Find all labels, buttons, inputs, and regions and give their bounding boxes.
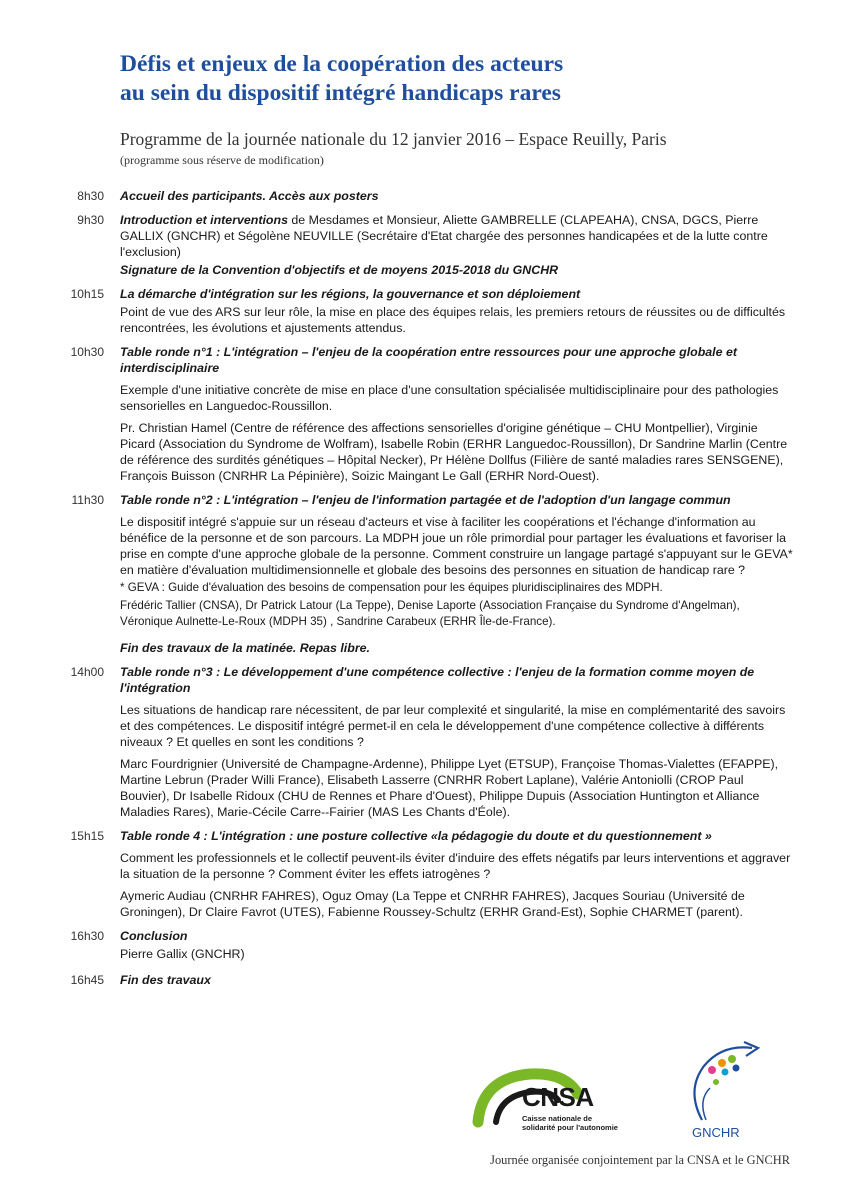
session-heading: Introduction et interventions — [120, 213, 288, 227]
program-item-1130 — [0, 492, 793, 656]
session-subheading: Signature de la Convention d'objectifs et de moyens 2015-2018 du GNCHR — [120, 263, 559, 277]
session-description: Comment les professionnels et le collectif peuvent-ils éviter d'induire des effets négatifs par leurs interventions et aggraver la situation de la personne ? Comment éviter les effets iatrogènes ? — [120, 851, 791, 881]
program-item-1515 — [0, 828, 793, 920]
cnsa-tagline — [522, 1114, 618, 1132]
time-label: 15h15 — [70, 829, 104, 843]
session-speakers: Marc Fourdrignier (Université de Champagne-Ardenne), Philippe Lyet (ETSUP), Françoise Thomas-Vialettes (EFAPPE), Martine Lebrun (Prader Willi France), Elisabeth Lasserre (CNRHR Robert Laplane), Valérie Antoniolli (CROP Paul Bouvier), Dr Isabelle Ridoux (CHU de Rennes et Phare d'Ouest), Philippe Dupuis (Association Huntington et Alliance Maladies Rares), Marie-Cécile Carre--Fairier (MAS Les Chants d'Éole). — [120, 757, 779, 819]
session-speakers: Pr. Christian Hamel (Centre de référence des affections sensorielles d'origine génétique – CHU Montpellier), Virginie Picard (Association du Syndrome de Wolfram), Isabelle Robin (ERHR Languedoc-Roussillon), Dr Sandrine Marlin (Centre de référence des surdités génétiques – Hôpital Necker), Pr Hélène Dollfus (Filière de santé maladies rares SENSGENE), François Buisson (CNRHR La Pépinière), Soizic Maingant Le Gall (ERHR Nord-Ouest). — [120, 421, 788, 483]
session-speakers: Aymeric Audiau (CNRHR FAHRES), Oguz Omay (La Teppe et CNRHR FAHRES), Jacques Souriau (Université de Groningen), Dr Claire Favrot (UTES), Fabienne Roussey-Schultz (ERHR Grand-Est), Sophie CHARMET (parent). — [120, 889, 745, 919]
session-heading: La démarche d'intégration sur les régions, la gouvernance et son déploiement — [120, 287, 581, 301]
session-description: Le dispositif intégré s'appuie sur un réseau d'acteurs et vise à faciliter les coopérations et l'échange d'information au bénéfice de la personne et de son parcours. La MDPH joue un rôle primordial pour partager les évaluations et favoriser la prise en compte d'une approche globale de la personne. Comment construire un langage partagé s'appuyant sur le GEVA* en matière d'évaluation multidimensionnelle et globale des besoins des personnes en situation de handicap rare ? — [120, 515, 793, 577]
cnsa-name: CNSA — [522, 1082, 594, 1112]
session-description: Point de vue des ARS sur leur rôle, la mise en place des équipes relais, les premiers retours de réussites ou de difficultés rencontrées, les évolutions et ajustements attendus. — [120, 305, 786, 335]
cnsa-logo — [470, 1060, 630, 1140]
session-intro — [120, 212, 793, 260]
gnchr-emblem-icon — [682, 1030, 772, 1130]
time-label: 8h30 — [77, 189, 104, 203]
session-heading: Conclusion — [120, 929, 188, 943]
time-label: 10h30 — [70, 345, 104, 359]
session-heading: Accueil des participants. Accès aux posters — [120, 189, 379, 203]
page-subtitle: Programme de la journée nationale du 12 janvier 2016 – Espace Reuilly, Paris — [120, 129, 667, 149]
page-title — [120, 50, 820, 108]
session-description: Exemple d'une initiative concrète de mise en place d'une consultation spécialisée multidisciplinaire pour des pathologies sensorielles en Languedoc-Roussillon. — [120, 383, 779, 413]
title-line-1: Défis et enjeux de la coopération des acteurs — [120, 51, 564, 77]
session-heading: Table ronde n°2 : L'intégration – l'enjeu de l'information partagée et de l'adoption d'un langage commun — [120, 493, 731, 507]
time-label: 14h00 — [70, 665, 104, 679]
cnsa-tagline-line-2: solidarité pour l'autonomie — [522, 1123, 618, 1132]
session-heading: Table ronde n°1 : L'intégration – l'enjeu de la coopération entre ressources pour une approche globale et interdisciplinaire — [120, 345, 737, 375]
title-line-2: au sein du dispositif intégré handicaps rares — [120, 80, 561, 106]
program-list — [0, 188, 849, 996]
page-note: (programme sous réserve de modification) — [120, 153, 324, 167]
session-speakers: Frédéric Tallier (CNSA), Dr Patrick Latour (La Teppe), Denise Laporte (Association Française du Syndrome d'Angelman), Véronique Aulnette-Le-Roux (MDPH 35) , Sandrine Carabeux (ERHR Île-de-France). — [120, 599, 740, 628]
gnchr-logo — [682, 1030, 772, 1140]
program-item-1630 — [0, 928, 793, 962]
program-item-1400 — [0, 664, 793, 820]
session-footnote: * GEVA : Guide d'évaluation des besoins de compensation pour les équipes pluridisciplinaires des MDPH. — [120, 581, 663, 594]
time-label: 16h45 — [70, 973, 104, 987]
time-label: 11h30 — [71, 493, 104, 507]
gnchr-name: GNCHR — [692, 1125, 740, 1140]
session-heading: Table ronde n°3 : Le développement d'une compétence collective : l'enjeu de la formation comme moyen de l'intégration — [120, 665, 755, 695]
program-item-1015 — [0, 286, 793, 336]
time-label: 9h30 — [77, 213, 104, 227]
footer-note: Journée organisée conjointement par la CNSA et le GNCHR — [490, 1153, 790, 1167]
session-speakers: Pierre Gallix (GNCHR) — [120, 947, 245, 961]
session-description: Les situations de handicap rare nécessitent, de par leur complexité et singularité, la mise en complémentarité des savoirs et des compétences. Le dispositif intégré permet-il en cela le développement d'une compétence collective à différents niveaux ? Et quelles en sont les conditions ? — [120, 703, 786, 749]
session-heading-continuation: de Mesdames et Monsieur, Aliette GAMBRELLE (CLAPEAHA), CNSA, DGCS, Pierre GALLIX (GNCHR) et Ségolène NEUVILLE (Secrétaire d'Etat chargée des personnes handicapées et de la lutte contre l'exclusion) — [120, 213, 768, 259]
cnsa-tagline-line-1: Caisse nationale de — [522, 1114, 593, 1123]
logos-area — [470, 1030, 810, 1140]
morning-end-note: Fin des travaux de la matinée. Repas libre. — [120, 641, 370, 655]
program-item-0930 — [0, 212, 793, 278]
time-label: 16h30 — [70, 929, 104, 943]
program-item-1030 — [0, 344, 793, 484]
time-label: 10h15 — [70, 287, 104, 301]
session-heading: Fin des travaux — [120, 973, 211, 987]
session-heading: Table ronde 4 : L'intégration : une posture collective «la pédagogie du doute et du questionnement » — [120, 829, 712, 843]
program-item-1645 — [0, 972, 793, 988]
program-item-0830 — [0, 188, 793, 204]
